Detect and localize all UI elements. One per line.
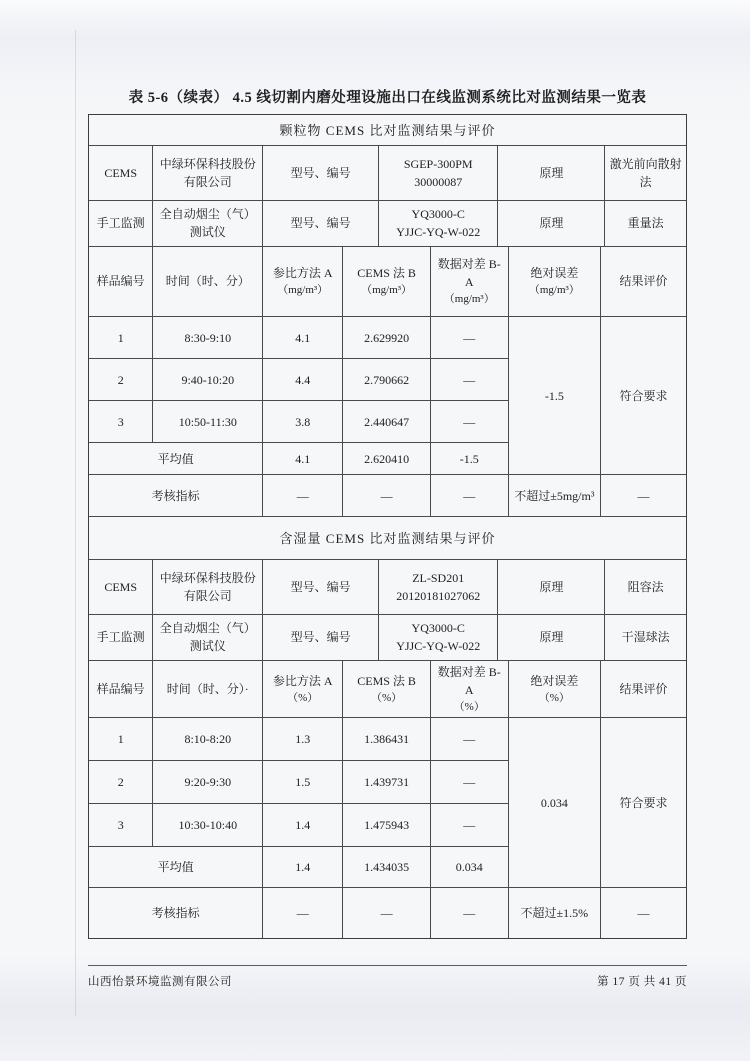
vendor-cell: 中绿环保科技股份有限公司	[153, 560, 263, 614]
diff-cell: —	[430, 761, 508, 804]
sample-no-cell: 1	[89, 317, 153, 359]
model-line: SGEP-300PM	[403, 156, 473, 171]
header-abs-error	[508, 247, 601, 317]
serial-line: 20120181027062	[396, 588, 481, 603]
equipment-row	[89, 146, 686, 200]
principle-label-cell: 原理	[498, 560, 605, 614]
system-type-cell: 手工监测	[89, 614, 153, 660]
model-value-cell	[379, 146, 498, 200]
column-header-row	[89, 247, 686, 317]
cems-value-cell: 1.434035	[343, 847, 431, 888]
result-merged-cell: 符合要求	[601, 718, 686, 888]
header-sample-no: 样品编号	[89, 661, 153, 718]
diff-cell: —	[430, 359, 508, 401]
sample-no-cell: 3	[89, 804, 153, 847]
reference-value-cell: —	[263, 475, 343, 517]
header-unit: （mg/m³）	[528, 284, 580, 296]
principle-label-cell: 原理	[498, 614, 605, 660]
reference-value-cell: 1.5	[263, 761, 343, 804]
equipment-row	[89, 560, 686, 614]
vendor-cell: 中绿环保科技股份有限公司	[153, 146, 263, 200]
reference-value-cell: 4.1	[263, 443, 343, 475]
cems-value-cell: —	[343, 475, 431, 517]
system-type-cell: CEMS	[89, 146, 153, 200]
vendor-cell: 全自动烟尘（气）测试仪	[153, 614, 263, 660]
equipment-row	[89, 614, 686, 660]
abs-error-merged-cell: -1.5	[508, 317, 601, 475]
header-label: 绝对误差	[530, 673, 579, 688]
reference-value-cell: 1.4	[263, 847, 343, 888]
sample-row	[89, 317, 686, 359]
header-reference-method	[263, 661, 343, 718]
reference-value-cell: 4.4	[263, 359, 343, 401]
header-cems-method	[343, 247, 431, 317]
time-cell: 8:30-9:10	[153, 317, 263, 359]
result-cell: —	[601, 475, 686, 517]
cems-value-cell: 1.475943	[343, 804, 431, 847]
header-unit: （mg/m³）	[443, 293, 495, 305]
system-type-cell: CEMS	[89, 560, 153, 614]
header-time: 时间（时、分）·	[153, 661, 263, 718]
cems-value-cell: 2.440647	[343, 401, 431, 443]
result-merged-cell: 符合要求	[601, 317, 686, 475]
header-result: 结果评价	[601, 661, 686, 718]
vendor-cell: 全自动烟尘（气）测试仪	[153, 200, 263, 246]
cems-value-cell: 2.629920	[343, 317, 431, 359]
principle-label-cell: 原理	[498, 146, 605, 200]
diff-cell: —	[430, 317, 508, 359]
sample-row	[89, 718, 686, 761]
header-sample-no: 样品编号	[89, 247, 153, 317]
principle-label-cell: 原理	[498, 200, 605, 246]
serial-line: 30000087	[414, 174, 463, 189]
average-label-cell: 平均值	[89, 443, 263, 475]
diff-cell: 0.034	[430, 847, 508, 888]
header-data-diff	[430, 247, 508, 317]
header-unit: （mg/m³）	[277, 284, 329, 296]
assessment-limit-cell: 不超过±1.5%	[508, 888, 601, 938]
header-label: 参比方法 A	[272, 673, 333, 688]
serial-line: YJJC-YQ-W-022	[396, 225, 481, 239]
document-sheet	[88, 86, 687, 939]
principle-value-cell: 阻容法	[605, 560, 686, 614]
cems-value-cell: —	[343, 888, 431, 938]
header-label: 绝对误差	[530, 266, 579, 280]
system-type-cell: 手工监测	[89, 200, 153, 246]
model-label-cell: 型号、编号	[263, 560, 379, 614]
header-label: 参比方法 A	[272, 266, 333, 280]
model-line: YQ3000-C	[411, 207, 465, 221]
model-line: ZL-SD201	[412, 570, 465, 585]
assessment-row	[89, 888, 686, 938]
cems-value-cell: 1.386431	[343, 718, 431, 761]
footer-page-number: 第 17 页 共 41 页	[597, 976, 687, 988]
model-line: YQ3000-C	[411, 621, 465, 635]
result-cell: —	[601, 888, 686, 938]
header-unit: （%）	[538, 691, 570, 704]
reference-value-cell: —	[263, 888, 343, 938]
cems-value-cell: 1.439731	[343, 761, 431, 804]
time-cell: 10:30-10:40	[153, 804, 263, 847]
header-unit: （%）	[287, 691, 319, 704]
header-label: CEMS 法 B	[357, 266, 416, 280]
section-1-equipment-table	[89, 146, 686, 247]
reference-value-cell: 3.8	[263, 401, 343, 443]
header-label: CEMS 法 B	[357, 673, 416, 688]
footer-company: 山西怡景环境监测有限公司	[88, 976, 232, 988]
model-value-cell	[379, 614, 498, 660]
assessment-label-cell: 考核指标	[89, 888, 263, 938]
header-cems-method	[343, 661, 431, 718]
principle-value-cell: 重量法	[605, 200, 686, 246]
section-2-equipment-table	[89, 560, 686, 661]
header-unit: （%）	[370, 691, 403, 704]
model-label-cell: 型号、编号	[263, 200, 379, 246]
reference-value-cell: 4.1	[263, 317, 343, 359]
assessment-label-cell: 考核指标	[89, 475, 263, 517]
equipment-row	[89, 200, 686, 246]
document-title: 表 5-6（续表） 4.5 线切割内磨处理设施出口在线监测系统比对监测结果一览表	[128, 90, 647, 106]
diff-cell: —	[430, 804, 508, 847]
assessment-row	[89, 475, 686, 517]
reference-value-cell: 1.4	[263, 804, 343, 847]
time-cell: 9:40-10:20	[153, 359, 263, 401]
header-data-diff	[430, 661, 508, 718]
sample-no-cell: 2	[89, 761, 153, 804]
serial-line: YJJC-YQ-W-022	[396, 639, 481, 653]
sample-no-cell: 3	[89, 401, 153, 443]
model-value-cell	[379, 560, 498, 614]
header-time: 时间（时、分）	[153, 247, 263, 317]
section-1-data-table	[89, 247, 686, 518]
header-result: 结果评价	[601, 247, 686, 317]
reference-value-cell: 1.3	[263, 718, 343, 761]
sample-no-cell: 1	[89, 718, 153, 761]
time-cell: 9:20-9:30	[153, 761, 263, 804]
average-label-cell: 平均值	[89, 847, 263, 888]
model-value-cell	[379, 200, 498, 246]
cems-value-cell: 2.790662	[343, 359, 431, 401]
principle-value-cell: 干湿球法	[605, 614, 686, 660]
header-label: 数据对差 B-A	[437, 257, 501, 289]
abs-error-merged-cell: 0.034	[508, 718, 601, 888]
comparison-table	[88, 114, 687, 939]
diff-cell: —	[430, 475, 508, 517]
assessment-limit-cell: 不超过±5mg/m³	[508, 475, 601, 517]
time-cell: 10:50-11:30	[153, 401, 263, 443]
diff-cell: —	[430, 718, 508, 761]
section-2-data-table	[89, 661, 686, 938]
model-label-cell: 型号、编号	[263, 614, 379, 660]
diff-cell: -1.5	[430, 443, 508, 475]
header-reference-method	[263, 247, 343, 317]
diff-cell: —	[430, 888, 508, 938]
header-unit: （mg/m³）	[361, 284, 413, 296]
header-unit: （%）	[453, 700, 485, 713]
section-2-title: 含湿量 CEMS 比对监测结果与评价	[89, 517, 686, 560]
cems-value-cell: 2.620410	[343, 443, 431, 475]
section-1-title: 颗粒物 CEMS 比对监测结果与评价	[89, 115, 686, 146]
principle-value-cell: 激光前向散射法	[605, 146, 686, 200]
time-cell: 8:10-8:20	[153, 718, 263, 761]
header-label: 数据对差 B-A	[437, 664, 501, 697]
column-header-row	[89, 661, 686, 718]
page-footer	[88, 965, 687, 989]
header-abs-error	[508, 661, 601, 718]
diff-cell: —	[430, 401, 508, 443]
model-label-cell: 型号、编号	[263, 146, 379, 200]
sample-no-cell: 2	[89, 359, 153, 401]
